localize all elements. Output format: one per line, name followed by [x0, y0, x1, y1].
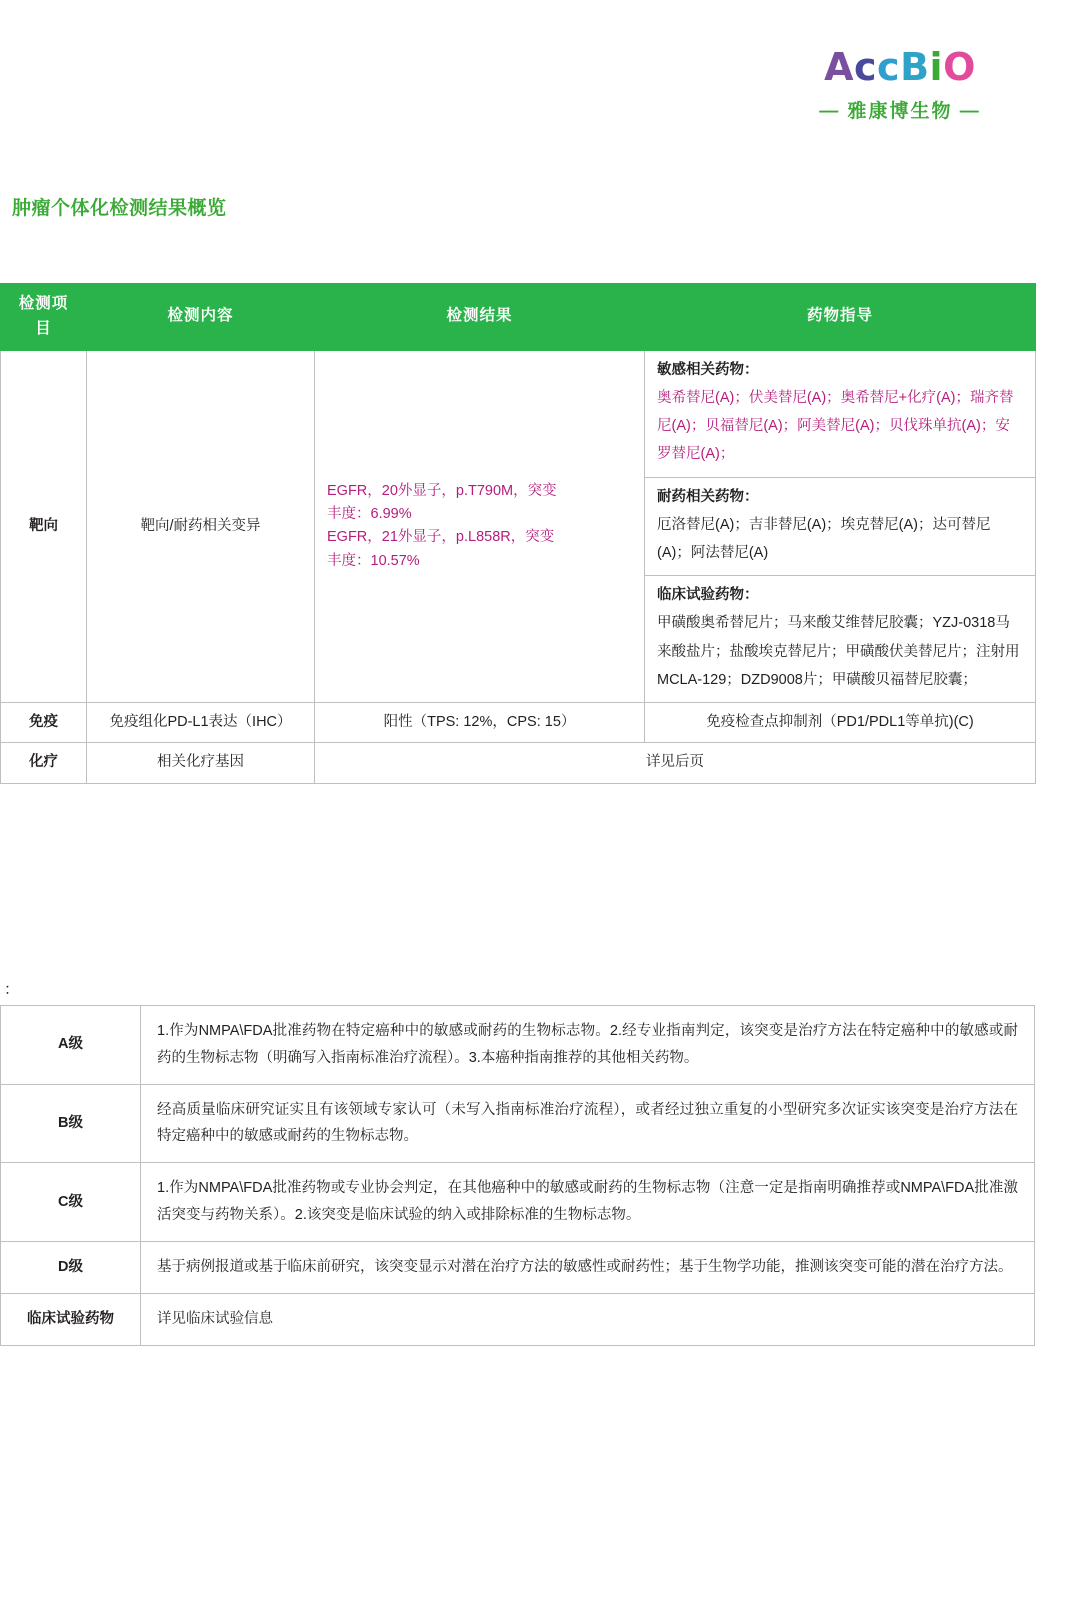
page-title: 肿瘤个体化检测结果概览	[12, 198, 227, 219]
row-result-targeted	[315, 350, 645, 703]
evidence-legend-colon: ：	[4, 981, 20, 998]
table-header-row	[1, 284, 1036, 351]
drug-group-body: 厄洛替尼(A)；吉非替尼(A)；埃克替尼(A)；达可替尼(A)；阿法替尼(A)	[657, 516, 991, 562]
result-line: EGFR，21外显子，p.L858R，突变	[327, 529, 555, 546]
table-row	[1, 1293, 1035, 1345]
company-logo	[780, 45, 1020, 123]
results-table	[0, 283, 1036, 784]
row-content-chemo: 相关化疗基因	[87, 743, 315, 783]
row-result-chemo: 详见后页	[315, 743, 1036, 783]
drug-group-heading: 耐药相关药物：	[657, 488, 759, 505]
grade-desc-a: 1.作为NMPA\FDA批准药物在特定癌种中的敏感或耐药的生物标志物。2.经专业指南判定，该突变是治疗方法在特定癌种中的敏感或耐药的生物标志物（明确写入指南标准治疗流程）。3.本癌种指南推荐的其他相关药物。	[141, 1006, 1035, 1085]
grade-label-b: B级	[1, 1084, 141, 1163]
logo-chinese-name: — 雅康博生物 —	[819, 101, 981, 122]
table-row	[1, 703, 1036, 743]
table-row	[1, 1241, 1035, 1293]
grade-label-c: C级	[1, 1163, 141, 1242]
logo-wordmark: AccBiO	[824, 45, 976, 89]
drug-group-heading: 敏感相关药物：	[657, 361, 759, 378]
row-drug-immune: 免疫检查点抑制剂（PD1/PDL1等单抗)(C)	[645, 703, 1036, 743]
row-item-immune: 免疫	[1, 703, 87, 743]
row-item-chemo: 化疗	[1, 743, 87, 783]
drug-group-clinical-trial	[645, 576, 1036, 703]
grade-desc-d: 基于病例报道或基于临床前研究，该突变显示对潜在治疗方法的敏感性或耐药性；基于生物学功能，推测该突变可能的潜在治疗方法。	[141, 1241, 1035, 1293]
drug-group-sensitive	[645, 350, 1036, 477]
row-content-immune: 免疫组化PD-L1表达（IHC）	[87, 703, 315, 743]
drug-group-resistant	[645, 477, 1036, 576]
drug-group-body: 甲磺酸奥希替尼片；马来酸艾维替尼胶囊；YZJ-0318马来酸盐片；盐酸埃克替尼片；甲磺酸伏美替尼片；注射用MCLA-129；DZD9008片；甲磺酸贝福替尼胶囊；	[657, 615, 1020, 689]
row-result-immune: 阳性（TPS: 12%，CPS: 15）	[315, 703, 645, 743]
table-row	[1, 1006, 1035, 1085]
header-test-content: 检测内容	[87, 284, 315, 351]
result-line: 丰度：6.99%	[327, 506, 412, 523]
header-drug-guidance: 药物指导	[645, 284, 1036, 351]
table-row	[1, 743, 1036, 783]
grade-desc-b: 经高质量临床研究证实且有该领域专家认可（未写入指南标准治疗流程），或者经过独立重复的小型研究多次证实该突变是治疗方法在特定癌种中的敏感或耐药的生物标志物。	[141, 1084, 1035, 1163]
row-item-targeted: 靶向	[1, 350, 87, 703]
table-row	[1, 350, 1036, 477]
result-line: 丰度：10.57%	[327, 552, 420, 569]
table-row	[1, 1163, 1035, 1242]
grade-label-d: D级	[1, 1241, 141, 1293]
drug-group-body: 奥希替尼(A)；伏美替尼(A)；奥希替尼+化疗(A)；瑞齐替尼(A)；贝福替尼(A)；阿美替尼(A)；贝伐珠单抗(A)；安罗替尼(A)；	[657, 389, 1014, 463]
drug-group-heading: 临床试验药物：	[657, 587, 759, 604]
grade-label-clinical-trial: 临床试验药物	[1, 1293, 141, 1345]
evidence-grade-table	[0, 1005, 1035, 1346]
grade-label-a: A级	[1, 1006, 141, 1085]
header-test-item: 检测项目	[1, 284, 87, 351]
table-row	[1, 1084, 1035, 1163]
grade-desc-c: 1.作为NMPA\FDA批准药物或专业协会判定，在其他癌种中的敏感或耐药的生物标志物（注意一定是指南明确推荐或NMPA\FDA批准激活突变与药物关系）。2.该突变是临床试验的纳入或排除标准的生物标志物。	[141, 1163, 1035, 1242]
grade-desc-clinical-trial: 详见临床试验信息	[141, 1293, 1035, 1345]
result-line: EGFR，20外显子，p.T790M，突变	[327, 483, 557, 500]
row-content-targeted: 靶向/耐药相关变异	[87, 350, 315, 703]
header-test-result: 检测结果	[315, 284, 645, 351]
